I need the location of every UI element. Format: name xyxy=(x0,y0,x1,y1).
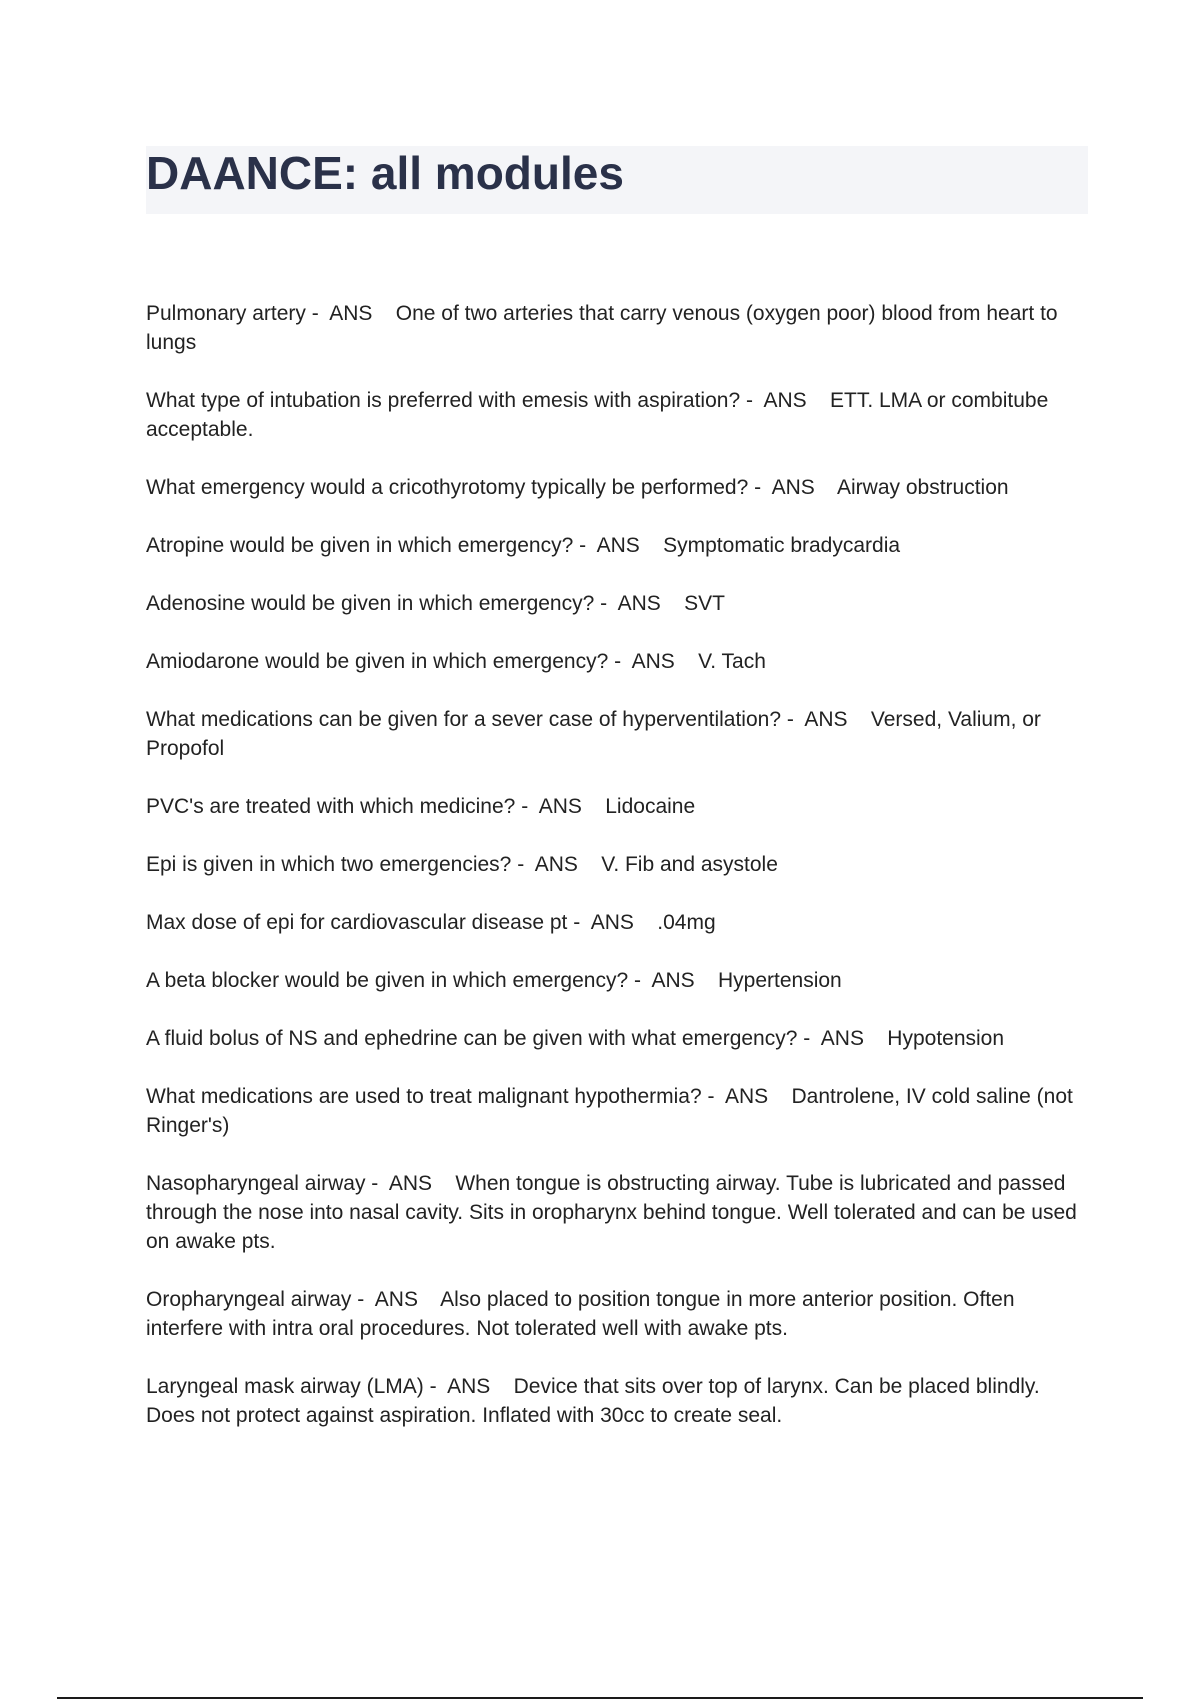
ans-label: ANS xyxy=(763,389,807,412)
ans-label: ANS xyxy=(724,1085,769,1108)
question-text: Adenosine would be given in which emergency? xyxy=(146,592,595,615)
answer-text: Versed, Valium, or Propofol xyxy=(146,708,1041,760)
ans-label: ANS xyxy=(590,911,634,934)
qa-item: Atropine would be given in which emergency? - ANS Symptomatic bradycardia xyxy=(146,534,901,557)
qa-item: What emergency would a cricothyrotomy typically be performed? - ANS Airway obstruction xyxy=(146,476,1009,499)
question-text: A beta blocker would be given in which emergency? xyxy=(146,969,629,992)
qa-item: Epi is given in which two emergencies? - ANS V. Fib and asystole xyxy=(146,853,778,876)
ans-label: ANS xyxy=(651,969,695,992)
qa-item: PVC's are treated with which medicine? - ANS Lidocaine xyxy=(146,795,696,818)
qa-item: What medications can be given for a sever case of hyperventilation? - ANS Versed, Valium, or Propofol xyxy=(146,708,1041,760)
qa-item: Adenosine would be given in which emergency? - ANS SVT xyxy=(146,592,725,615)
ans-label: ANS xyxy=(820,1027,864,1050)
question-text: Pulmonary artery xyxy=(146,302,306,325)
question-text: Atropine would be given in which emergency? xyxy=(146,534,574,557)
answer-text: Airway obstruction xyxy=(836,476,1009,499)
qa-list xyxy=(146,299,1088,1459)
ans-label: ANS xyxy=(374,1288,418,1311)
ans-label: ANS xyxy=(804,708,848,731)
answer-text: Device that sits over top of larynx. Can be placed blindly. Does not protect against aspiration. Inflated with 30cc to create seal. xyxy=(146,1375,1040,1427)
answer-text: One of two arteries that carry venous (oxygen poor) blood from heart to lungs xyxy=(146,302,1058,354)
question-text: What emergency would a cricothyrotomy typically be performed? xyxy=(146,476,749,499)
answer-text: Hypotension xyxy=(887,1027,1005,1050)
qa-item: A beta blocker would be given in which emergency? - ANS Hypertension xyxy=(146,969,842,992)
qa-item: What type of intubation is preferred with emesis with aspiration? - ANS ETT. LMA or combitube acceptable. xyxy=(146,389,1049,441)
qa-item: Nasopharyngeal airway - ANS When tongue is obstructing airway. Tube is lubricated and passed through the nose into nasal cavity. Sits in oropharynx behind tongue. Well tolerated and can be used on awake pts. xyxy=(146,1172,1077,1253)
question-text: What type of intubation is preferred with emesis with aspiration? xyxy=(146,389,741,412)
footer-rule xyxy=(57,1697,1143,1699)
ans-label: ANS xyxy=(447,1375,491,1398)
answer-text: Also placed to position tongue in more anterior position. Often interfere with intra oral procedures. Not tolerated well with awake pts. xyxy=(146,1288,1015,1340)
qa-item: Laryngeal mask airway (LMA) - ANS Device that sits over top of larynx. Can be placed blindly. Does not protect against aspiration. Inflated with 30cc to create seal. xyxy=(146,1375,1040,1427)
page-title: DAANCE: all modules xyxy=(146,147,624,199)
ans-label: ANS xyxy=(617,592,661,615)
question-text: Max dose of epi for cardiovascular disease pt xyxy=(146,911,568,934)
ans-label: ANS xyxy=(538,795,582,818)
answer-text: Hypertension xyxy=(718,969,842,992)
answer-text: V. Tach xyxy=(698,650,766,673)
answer-text: SVT xyxy=(684,592,725,615)
answer-text: Dantrolene, IV cold saline (not Ringer's) xyxy=(146,1085,1073,1137)
answer-text: Symptomatic bradycardia xyxy=(663,534,901,557)
question-text: What medications can be given for a sever case of hyperventilation? xyxy=(146,708,782,731)
answer-text: ETT. LMA or combitube acceptable. xyxy=(146,389,1049,441)
ans-label: ANS xyxy=(596,534,640,557)
question-text: Oropharyngeal airway xyxy=(146,1288,352,1311)
ans-label: ANS xyxy=(388,1172,432,1195)
question-text: Laryngeal mask airway (LMA) xyxy=(146,1375,424,1398)
question-text: What medications are used to treat malignant hypothermia? xyxy=(146,1085,702,1108)
ans-label: ANS xyxy=(631,650,675,673)
qa-item: Pulmonary artery - ANS One of two arteries that carry venous (oxygen poor) blood from heart to lungs xyxy=(146,302,1058,354)
ans-label: ANS xyxy=(771,476,815,499)
question-text: PVC's are treated with which medicine? xyxy=(146,795,516,818)
qa-item: Max dose of epi for cardiovascular disease pt - ANS .04mg xyxy=(146,911,716,934)
qa-item: Amiodarone would be given in which emergency? - ANS V. Tach xyxy=(146,650,766,673)
question-text: Nasopharyngeal airway xyxy=(146,1172,366,1195)
ans-label: ANS xyxy=(329,302,373,325)
answer-text: Lidocaine xyxy=(605,795,696,818)
qa-item: What medications are used to treat malignant hypothermia? - ANS Dantrolene, IV cold saline (not Ringer's) xyxy=(146,1085,1073,1137)
answer-text: When tongue is obstructing airway. Tube is lubricated and passed through the nose into nasal cavity. Sits in oropharynx behind tongue. Well tolerated and can be used on awake pts. xyxy=(146,1172,1077,1253)
ans-label: ANS xyxy=(534,853,578,876)
answer-text: .04mg xyxy=(657,911,716,934)
answer-text: V. Fib and asystole xyxy=(601,853,778,876)
question-text: Epi is given in which two emergencies? xyxy=(146,853,512,876)
question-text: A fluid bolus of NS and ephedrine can be given with what emergency? xyxy=(146,1027,798,1050)
qa-item: A fluid bolus of NS and ephedrine can be given with what emergency? - ANS Hypotension xyxy=(146,1027,1005,1050)
question-text: Amiodarone would be given in which emergency? xyxy=(146,650,609,673)
qa-item: Oropharyngeal airway - ANS Also placed to position tongue in more anterior position. Often interfere with intra oral procedures. Not tolerated well with awake pts. xyxy=(146,1288,1015,1340)
